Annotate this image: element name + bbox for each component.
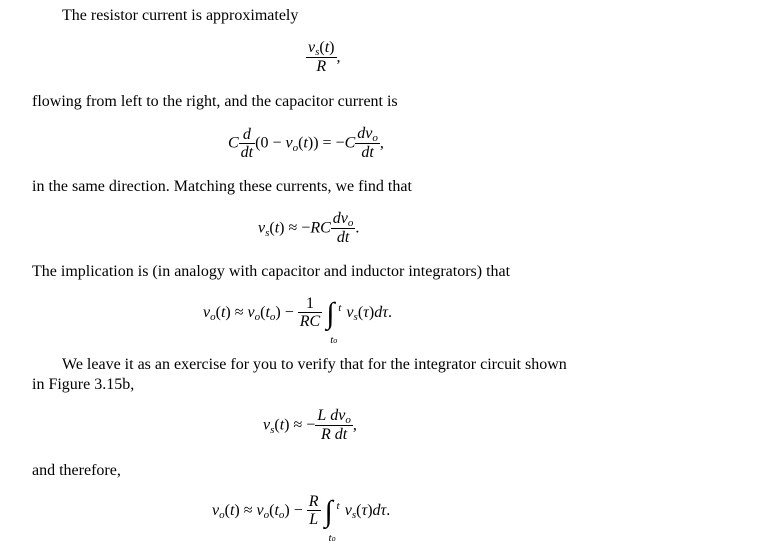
paragraph-matching-currents: in the same direction. Matching these currents, we find that [32, 178, 412, 195]
equation-rc-integrator: vo(t) ≈ vo(to) − $\frac{1}{RC}$ ∫ t to vs(τ)dτ. [203, 295, 392, 346]
paragraph-therefore: and therefore, [32, 462, 121, 479]
fraction-vs-over-r: $\frac{vs(t)}{R}$ [308, 39, 335, 75]
paragraph-implication: The implication is (in analogy with capacitor and inductor integrators) that [32, 263, 511, 280]
equation-inductor: vs(t) ≈ − $\frac{\text{L dvo}}{\text{R dt}}$ , [263, 407, 357, 443]
paragraph-capacitor-current: flowing from left to the right, and the capacitor current is [32, 93, 398, 110]
paragraph-resistor-current: The resistor current is approximately [62, 7, 299, 24]
equation-rl-integrator: vo(t) ≈ vo(to) − $\frac{R}{L}$ ∫ t to vs(τ)dτ. [212, 493, 391, 544]
integral-sign: ∫ t to [324, 494, 340, 544]
integral-sign: ∫ t to [326, 296, 342, 346]
equation-capacitor-current: C $\frac{d}{dt}$ (0 − vo(t)) = −C $\frac{\text{dvo}}{dt}$ , [228, 125, 384, 161]
paragraph-exercise-line1: We leave it as an exercise for you to verify that for the integrator circuit shown [62, 356, 567, 373]
equation-resistor-current: $\frac{vs(t)}{R}$ , [308, 39, 341, 75]
paragraph-exercise-line2: in Figure 3.15b, [32, 376, 135, 393]
equation-matching: vs(t) ≈ −RC $\frac{\text{dvo}}{dt}$ . [258, 210, 360, 246]
